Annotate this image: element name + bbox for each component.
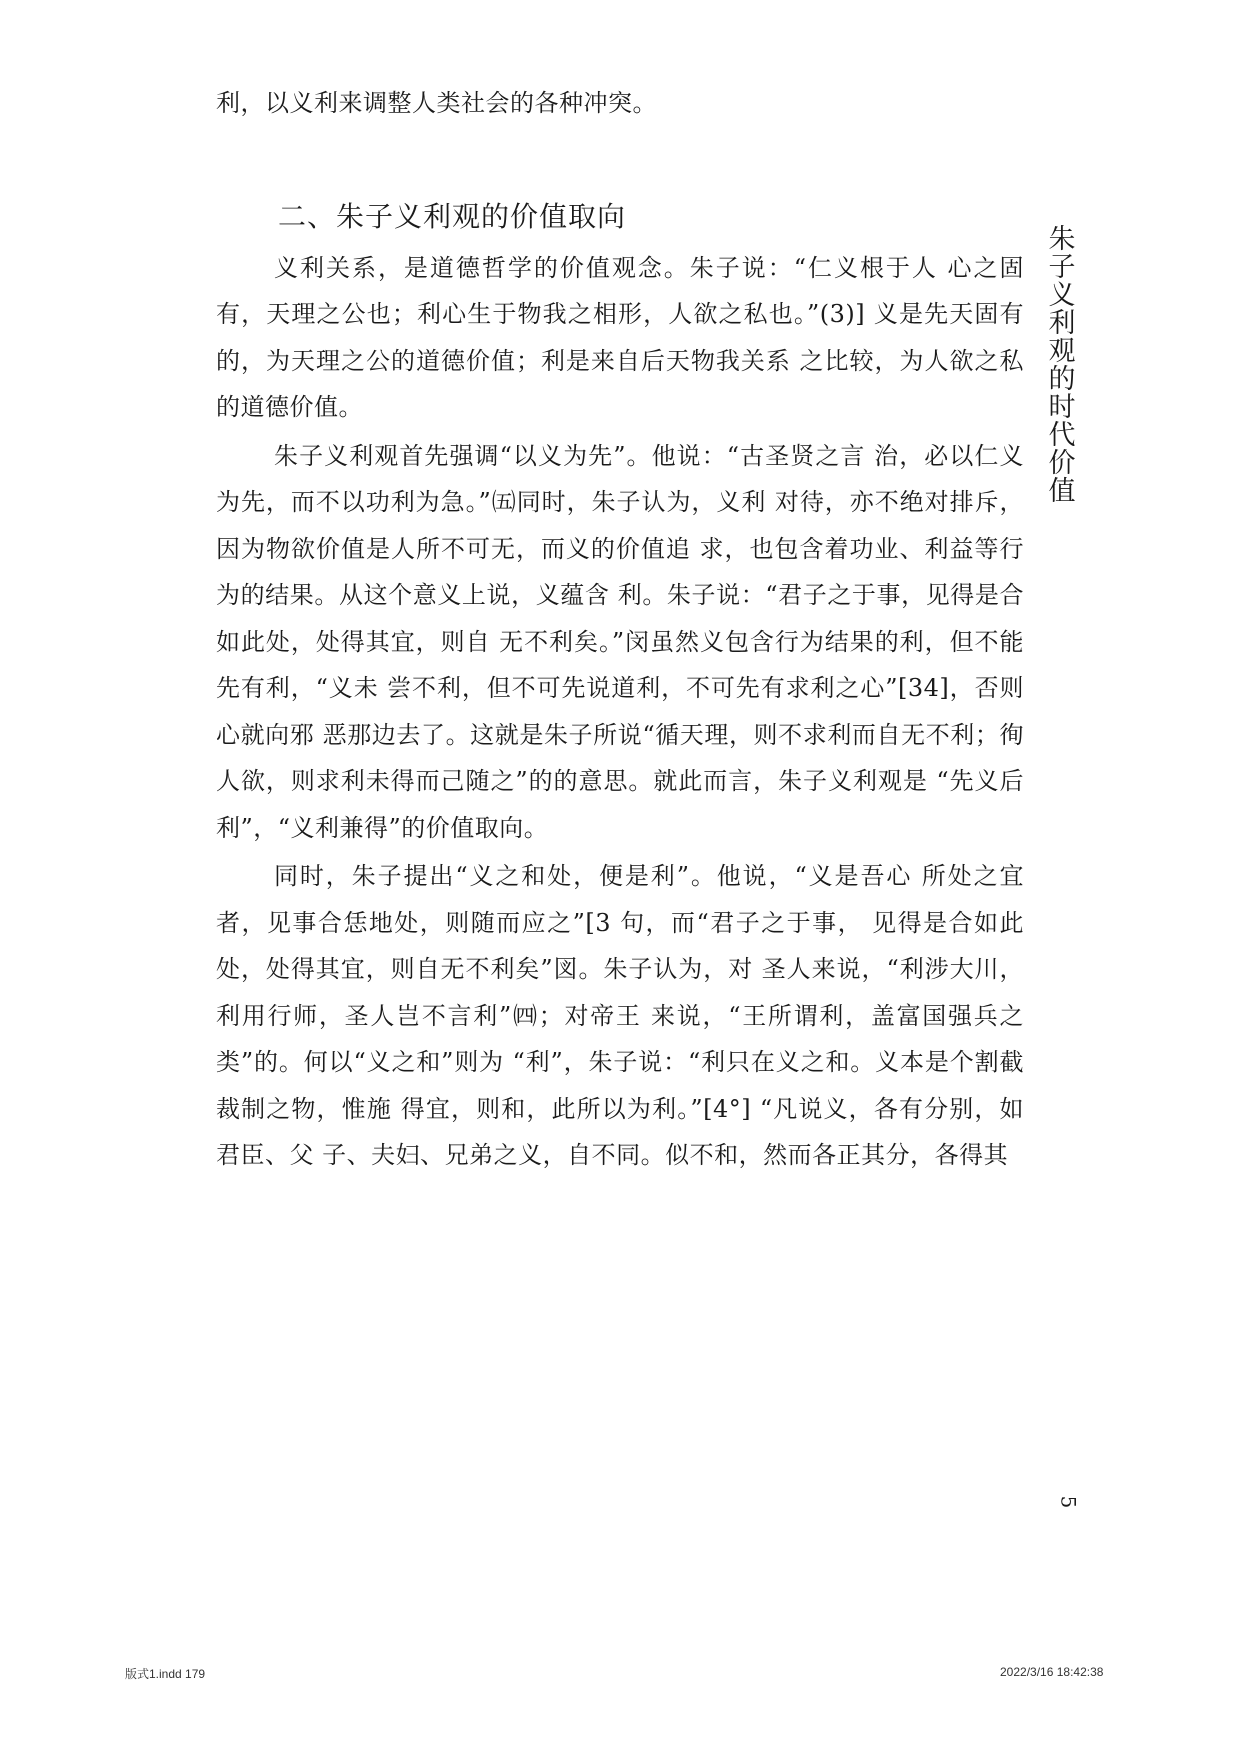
- paragraph-2: 朱子义利观首先强调“以义为先”。他说：“古圣贤之言 治，必以仁义为先，而不以功利为急。”㈤同时，朱子认为，义利 对待，亦不绝对排斥，因为物欲价值是人所不可无，而义的价值追 求，也包含着功业、利益等行为的结果。从这个意义上说，义蕴含 利。朱子说：“君子之于事，见得是合如此处，处得其宜，则自 无不利矣。”闵虽然义包含行为结果的利，但不能先有利，“义未 尝不利，但不可先说道利，不可先有求利之心”[34]，否则心就向邪 恶那边去了。这就是朱子所说“循天理，则不求利而自无不利；徇 人欲，则求利未得而己随之”的的意思。就此而言，朱子义利观是 “先义后利”，“义利兼得”的价值取向。: [216, 441, 1024, 842]
- body-text: [216, 80, 1024, 1179]
- page-number: 5: [1056, 1495, 1081, 1509]
- running-title: 朱子义利观的时代价值: [1048, 224, 1076, 507]
- footer-file-label: 版式1.indd 179: [125, 1667, 206, 1681]
- paragraph-3: 同时，朱子提出“义之和处，便是利”。他说，“义是吾心 所处之宜者，见事合恁地处，则随而应之”[3 句，而“君子之于事， 见得是合如此处，处得其宜，则自无不利矣”図。朱子认为，对 圣人来说，“利涉大川，利用行师，圣人岂不言利”㈣；对帝王 来说，“王所谓利，盖富国强兵之类”的。何以“义之和”则为 “利”，朱子说：“利只在义之和。义本是个割截裁制之物，惟施 得宜，则和，此所以为利。”[4°] “凡说义，各有分别，如君臣、父 子、夫妇、兄弟之义，自不同。似不和，然而各正其分，各得其: [216, 862, 1024, 1169]
- paragraph-1: 义利关系，是道德哲学的价值观念。朱子说：“仁义根于人 心之固有，天理之公也；利心生于物我之相形，人欲之私也。”(3)] 义是先天固有的，为天理之公的道德价值；利是来自后天物我关系 之比较，为人欲之私的道德价值。: [216, 253, 1024, 421]
- section-heading: 二、朱子义利观的价值取向: [278, 199, 627, 233]
- lead-fragment: 利，以义利来调整人类社会的各种冲突。: [216, 89, 657, 117]
- footer-timestamp: 2022/3/16 18:42:38: [1000, 1665, 1104, 1679]
